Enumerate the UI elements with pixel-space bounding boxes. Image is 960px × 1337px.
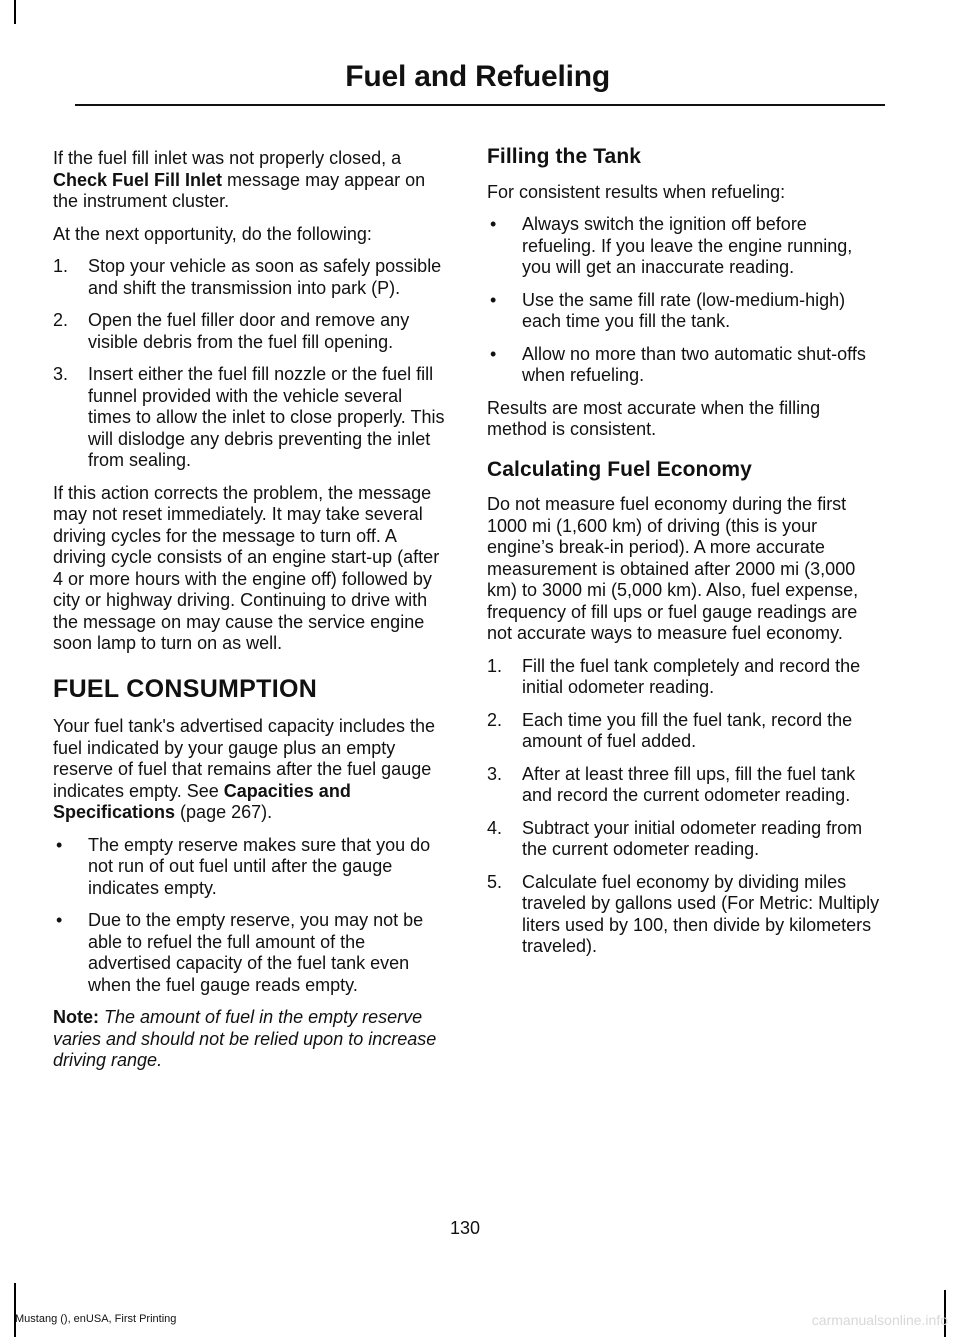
bullet-icon: •: [56, 834, 63, 855]
check-fuel-fill-inlet-message: Check Fuel Fill Inlet: [53, 169, 223, 190]
list-item: • Use the same fill rate (low-medium-high) each time you fill the tank.: [490, 289, 846, 331]
bullet-icon: •: [490, 289, 497, 310]
page-number: 130: [449, 1218, 481, 1238]
list-item: • Due to the empty reserve, you may not be able to refuel the full amount of the advertised capacity of the fuel tank even when the fuel gauge reads empty.: [56, 910, 424, 995]
list-item: 5. Calculate fuel economy by dividing miles traveled by gallons used (For Metric: Multiply liters used by 100, then divide by kilometers traveled).: [487, 871, 880, 956]
empty-reserve-list: [53, 835, 448, 997]
page-title: Fuel and Refueling: [345, 60, 610, 93]
filling-intro: For consistent results when refueling:: [487, 181, 786, 202]
header-divider: [75, 104, 885, 106]
footer-edition: Mustang (), enUSA, First Printing: [15, 1313, 177, 1325]
list-item: 2. Open the fuel filler door and remove any visible debris from the fuel fill opening.: [53, 310, 410, 352]
left-column: [53, 140, 448, 1083]
calc-steps-list: [487, 656, 882, 958]
note: Note: The amount of fuel in the empty reserve varies and should not be relied upon to increase driving range.: [53, 1007, 437, 1070]
calc-intro: Do not measure fuel economy during the first 1000 mi (1,600 km) of driving (this is your engine’s break-in period). A more accurate measurement is obtained after 2000 mi (3,000 km) to 3000 mi (5,000 km). Also, fuel expense, frequency of fill ups or fuel gauge readings are not accurate ways to measure fuel economy.: [487, 494, 859, 643]
fill-inlet-paragraph: If the fuel fill inlet was not properly closed, a Check Fuel Fill Inlet message may appear on the instrument cluster.: [53, 148, 426, 211]
subheading-filling-the-tank: Filling the Tank: [487, 145, 642, 168]
next-opportunity-paragraph: At the next opportunity, do the following:: [53, 223, 372, 244]
bullet-icon: •: [56, 910, 63, 930]
list-item: 1. Fill the fuel tank completely and record the initial odometer reading.: [487, 655, 861, 697]
bullet-icon: •: [490, 343, 497, 364]
filling-outro: Results are most accurate when the filling method is consistent.: [487, 397, 821, 439]
list-item: 3. After at least three fill ups, fill the fuel tank and record the current odometer reading.: [487, 763, 856, 805]
list-item: 1. Stop your vehicle as soon as safely possible and shift the transmission into park (P).: [53, 256, 442, 298]
list-item: • Allow no more than two automatic shut-offs when refueling.: [490, 343, 866, 385]
list-item: • Always switch the ignition off before refueling. If you leave the engine running, you will get an inaccurate reading.: [490, 214, 853, 277]
list-item: 2. Each time you fill the fuel tank, record the amount of fuel added.: [487, 709, 853, 751]
bullet-icon: •: [490, 214, 497, 234]
list-item: 3. Insert either the fuel fill nozzle or the fuel fill funnel provided with the vehicle several times to allow the inlet to close properly. This will dislodge any debris preventing the inlet from sealing.: [53, 364, 445, 470]
list-item: 4. Subtract your initial odometer reading from the current odometer reading.: [487, 817, 863, 859]
inlet-steps-list: [53, 256, 448, 472]
capacities-link[interactable]: Capacities and Specifications: [53, 780, 351, 822]
driving-cycle-paragraph: If this action corrects the problem, the message may not reset immediately. It may take several driving cycles for the message to turn off. A driving cycle consists of an engine start-up (after 4 or more hours with the engine off) followed by city or highway driving. Continuing to drive with the message on may cause the service engine soon lamp to turn on as well.: [53, 482, 440, 653]
filling-list: [487, 214, 882, 387]
list-item: • The empty reserve makes sure that you do not run of out fuel until after the gauge indicates empty.: [56, 834, 431, 898]
crop-mark-bottom-left: [14, 1283, 16, 1337]
watermark: carmanualsonline.info: [811, 1312, 948, 1328]
crop-mark-top-left: [14, 0, 16, 24]
subheading-calculating-fuel-economy: Calculating Fuel Economy: [487, 457, 752, 481]
right-column: [487, 140, 882, 969]
fuel-capacity-paragraph: Your fuel tank's advertised capacity includes the fuel indicated by your gauge plus an empty reserve of fuel that remains after the fuel gauge indicates empty. See Capacities and Specifications (page 267).: [53, 716, 435, 822]
section-heading-fuel-consumption: FUEL CONSUMPTION: [53, 674, 318, 703]
